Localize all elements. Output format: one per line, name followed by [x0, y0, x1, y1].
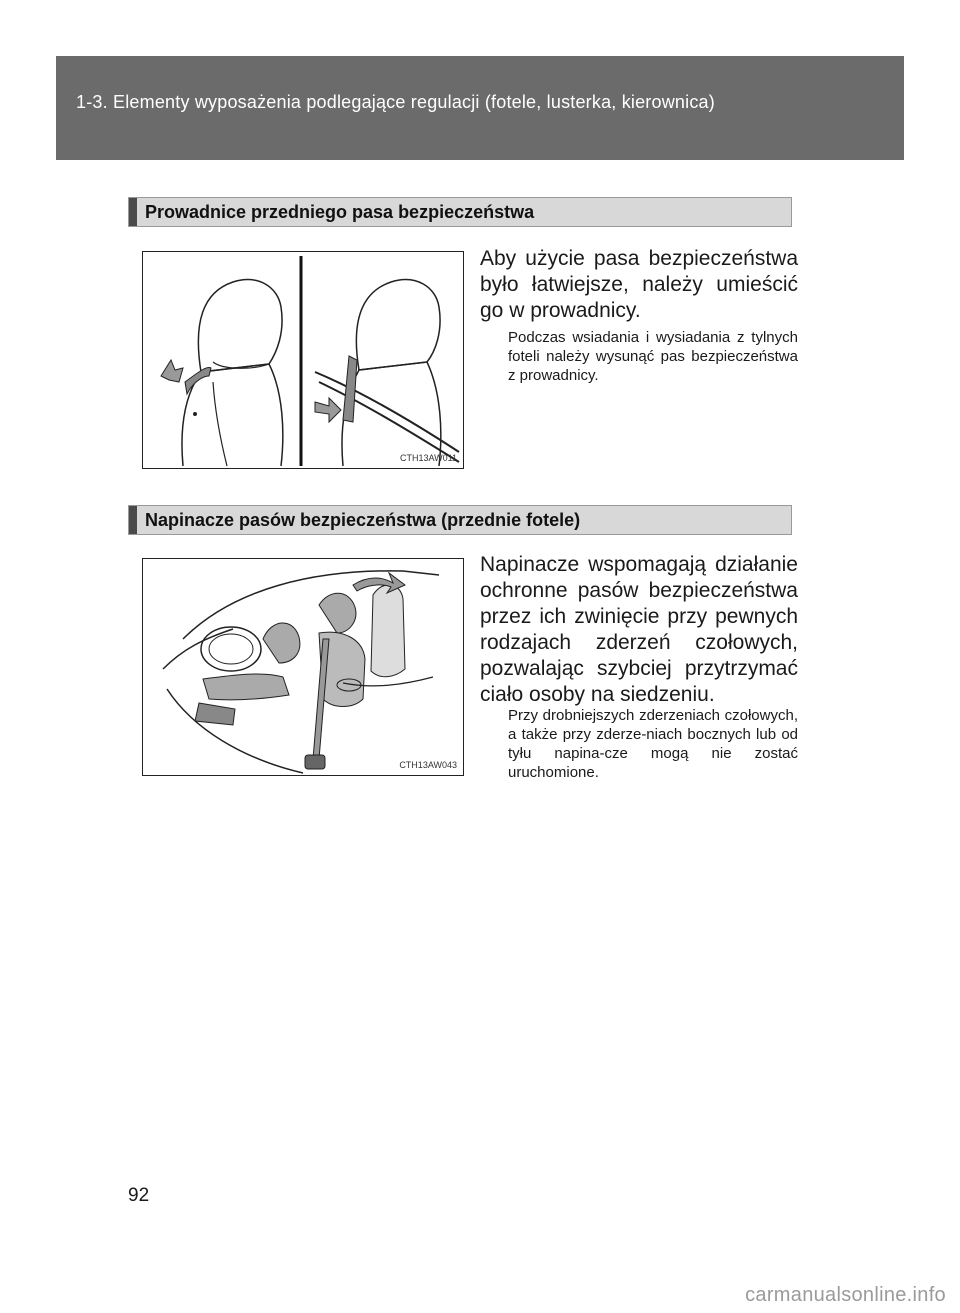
section1-body-text: Aby użycie pasa bezpieczeństwa było łatwiejsze, należy umieścić go w prowadnicy. [480, 247, 798, 322]
watermark: carmanualsonline.info [745, 1284, 946, 1306]
figure-code: CTH13AW011 [399, 453, 457, 463]
section2-body-text: Napinacze wspomagają działanie ochronne pasów bezpieczeństwa przez ich zwinięcie przy pewnych rodzajach zderzeń czołowych, pozwalając szybciej przytrzymać ciało osoby na siedzeniu. [480, 553, 798, 706]
figure-pretensioner [142, 558, 464, 776]
figure-code: CTH13AW043 [399, 760, 457, 770]
heading-accent [129, 506, 137, 534]
section-heading-belt-guides [128, 197, 792, 227]
heading-accent [129, 198, 137, 226]
header-bar [56, 56, 904, 160]
section-title: Napinacze pasów bezpieczeństwa (przednie fotele) [145, 510, 581, 530]
section2-note-text: Przy drobniejszych zderzeniach czołowych, a także przy zderze-niach bocznych lub od tyłu napina-cze mogą nie zostać uruchomione. [508, 707, 798, 781]
section1-note-text: Podczas wsiadania i wysiadania z tylnych foteli należy wysunąć pas bezpieczeństwa z prowadnicy. [508, 329, 798, 384]
section-heading-pretensioners [128, 505, 792, 535]
pretensioner-illustration [143, 559, 465, 777]
section-title: Prowadnice przedniego pasa bezpieczeństwa [145, 202, 535, 222]
page-number: 92 [128, 1185, 150, 1206]
header-section-title: 1-3. Elementy wyposażenia podlegające regulacji (fotele, lusterka, kierownica) [76, 92, 715, 112]
figure-belt-guide [142, 251, 464, 469]
seat-belt-guide-illustration [143, 252, 465, 470]
